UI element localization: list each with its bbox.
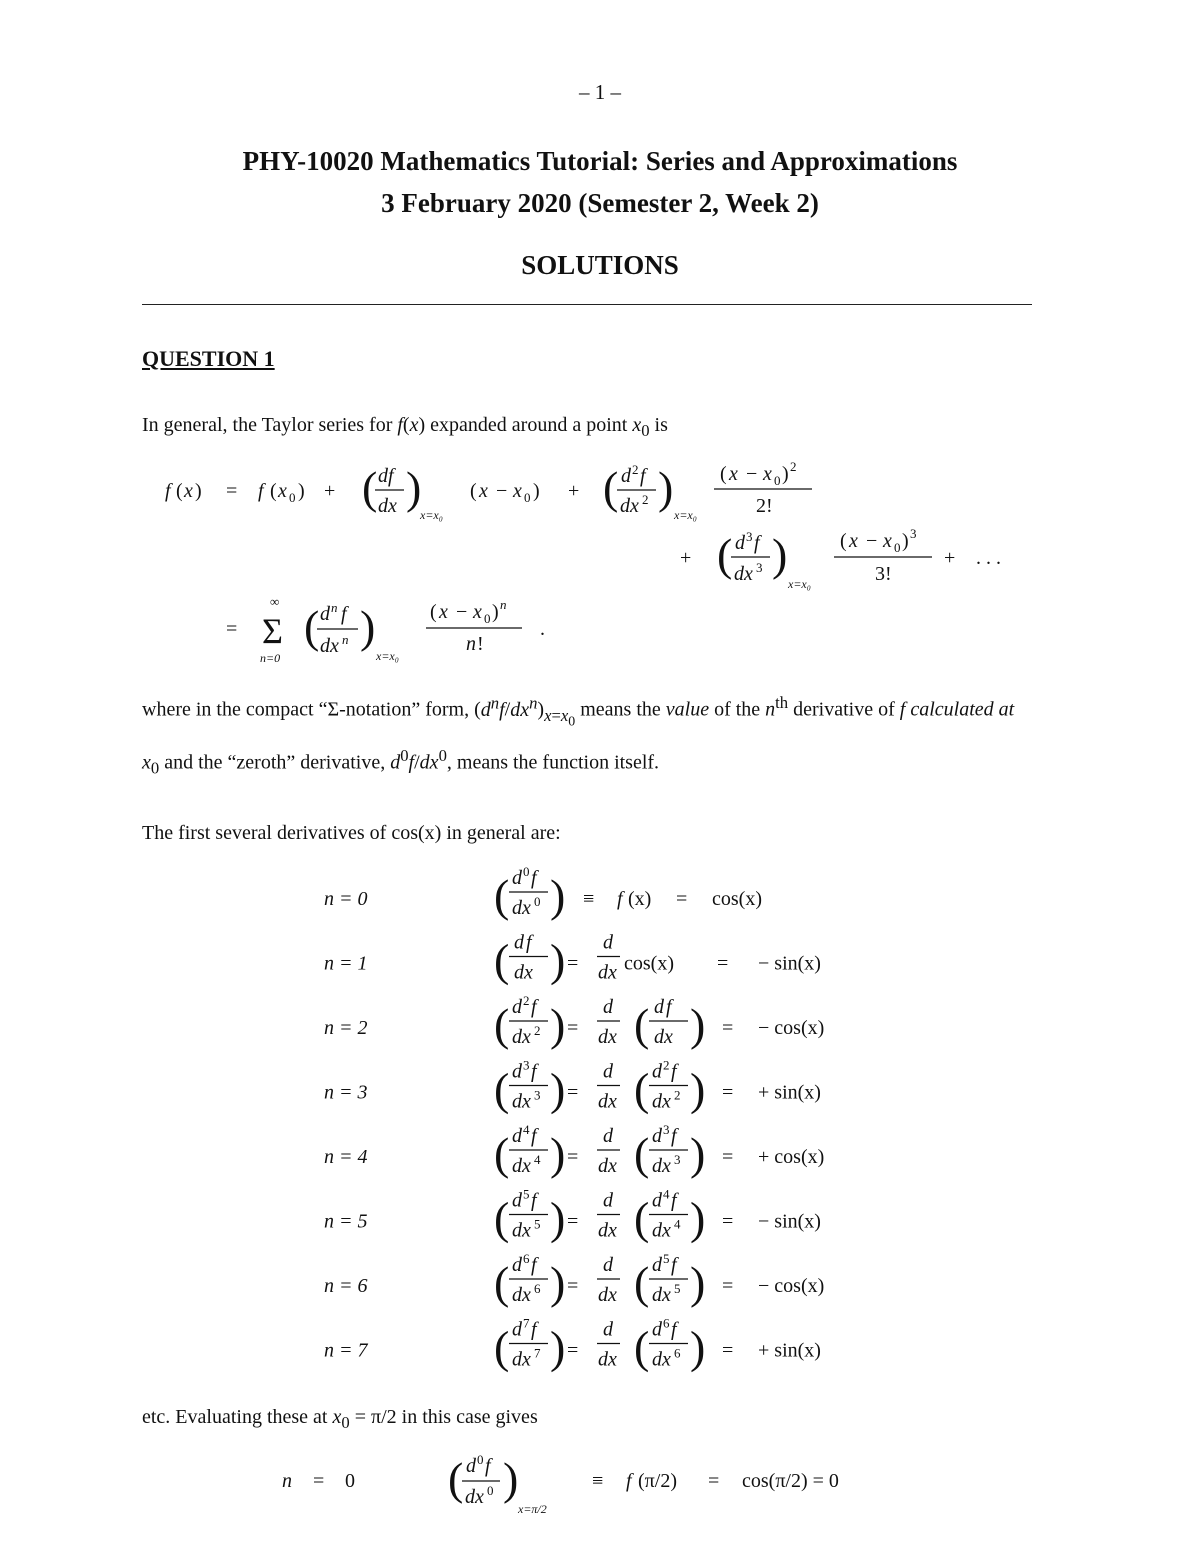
svg-text:2: 2 [632, 462, 639, 477]
svg-text:7: 7 [523, 1315, 530, 1331]
svg-text:d: d [512, 996, 522, 1018]
svg-text:f: f [666, 996, 672, 1018]
svg-text:(: ( [634, 999, 650, 1050]
svg-text:6: 6 [674, 1345, 681, 1361]
svg-text:): ) [690, 1128, 706, 1179]
derivative-row-n: n = 6 [324, 1275, 368, 1297]
svg-text:dx: dx [652, 1219, 671, 1242]
svg-text:dx: dx [512, 1348, 531, 1371]
svg-text:f: f [341, 603, 347, 625]
svg-text:f: f [531, 867, 537, 889]
svg-text:): ) [772, 529, 788, 580]
svg-text:dx: dx [514, 961, 533, 984]
svg-text:(: ( [176, 480, 183, 502]
svg-text:(: ( [603, 462, 619, 513]
svg-text:5: 5 [663, 1251, 670, 1266]
svg-text:−: − [456, 601, 468, 623]
svg-text:dx: dx [598, 1155, 617, 1177]
svg-text:): ) [492, 601, 499, 623]
svg-text:(: ( [362, 462, 378, 513]
svg-text:dx: dx [654, 1026, 673, 1048]
svg-text:dx: dx [652, 1090, 671, 1113]
svg-text:d: d [652, 1254, 662, 1276]
svg-text:): ) [550, 1321, 566, 1373]
svg-text:): ) [503, 1453, 519, 1504]
svg-text:3!: 3! [875, 563, 892, 585]
svg-text:4: 4 [534, 1152, 541, 1167]
svg-text:x: x [883, 530, 892, 552]
svg-text:d: d [652, 1125, 662, 1147]
svg-text:dx: dx [512, 1090, 531, 1113]
svg-text:d: d [512, 1189, 522, 1212]
derivative-row-result: + sin(x) [758, 1339, 821, 1362]
svg-text:n: n [342, 632, 349, 647]
svg-text:f: f [531, 1125, 537, 1147]
svg-text:x=x₀: x=x₀ [788, 577, 811, 591]
svg-text:): ) [550, 1063, 566, 1115]
svg-text:x: x [184, 480, 193, 502]
svg-text:): ) [690, 1321, 706, 1373]
svg-text:): ) [658, 462, 674, 513]
svg-text:2: 2 [674, 1087, 681, 1103]
derivative-row-result: − sin(x) [758, 1210, 821, 1233]
svg-text:.: . [540, 618, 545, 640]
svg-text:): ) [550, 1192, 566, 1244]
svg-text:f: f [617, 888, 623, 910]
derivative-row-result: − cos(x) [758, 1017, 825, 1039]
svg-text:): ) [550, 1128, 566, 1179]
svg-text:d: d [603, 1254, 613, 1276]
derivative-row-n: n = 0 [324, 888, 368, 910]
svg-text:f: f [531, 1318, 537, 1341]
svg-text:0: 0 [289, 490, 296, 505]
svg-text:dx: dx [598, 1090, 617, 1113]
svg-text:2: 2 [790, 459, 797, 474]
svg-text:n: n [331, 600, 338, 615]
svg-text:n: n [466, 633, 476, 655]
svg-text:n=0: n=0 [260, 651, 281, 665]
svg-text:): ) [550, 999, 566, 1050]
svg-text:f: f [671, 1254, 677, 1276]
svg-text:x=x₀: x=x₀ [420, 508, 443, 522]
svg-text:x=x₀: x=x₀ [376, 649, 399, 663]
svg-text:=: = [313, 1470, 325, 1492]
svg-text:!: ! [477, 633, 484, 655]
svg-text:(: ( [634, 1257, 650, 1308]
svg-text:=: = [226, 480, 238, 502]
svg-text:(: ( [494, 999, 510, 1050]
svg-text:(: ( [634, 1063, 650, 1115]
svg-text:): ) [690, 1063, 706, 1115]
svg-text:6: 6 [663, 1315, 670, 1331]
svg-text:(π/2): (π/2) [638, 1470, 677, 1492]
svg-text:dx: dx [512, 1155, 531, 1177]
svg-text:f: f [671, 1125, 677, 1147]
intro-paragraph: In general, the Taylor series for f(x) expanded around a point $x_0$ is [142, 414, 668, 440]
svg-text:3: 3 [756, 560, 763, 575]
svg-text:6: 6 [534, 1281, 541, 1296]
svg-text:(: ( [494, 934, 510, 986]
svg-text:x: x [473, 601, 482, 623]
svg-text:dx: dx [620, 495, 639, 517]
derivative-row-result: − cos(x) [758, 1275, 825, 1297]
svg-text:(: ( [494, 870, 510, 921]
svg-text:df: df [378, 465, 394, 487]
svg-text:x: x [513, 480, 522, 502]
svg-text:2!: 2! [756, 495, 773, 517]
derivative-row-result: − sin(x) [758, 952, 821, 975]
svg-text:f: f [531, 1254, 537, 1276]
svg-text:f: f [526, 931, 532, 954]
svg-text:(: ( [717, 529, 733, 580]
svg-text:=: = [567, 1210, 579, 1233]
svg-text:n: n [500, 597, 507, 612]
taylor-series-sigma [226, 594, 545, 665]
svg-text:∞: ∞ [270, 594, 280, 609]
svg-text:): ) [782, 463, 789, 485]
svg-text:n: n [282, 1470, 292, 1492]
svg-text:f: f [754, 532, 760, 554]
svg-text:(: ( [494, 1257, 510, 1308]
svg-text:(x): (x) [628, 888, 652, 910]
svg-text:d: d [652, 1318, 662, 1341]
svg-text:+: + [324, 480, 336, 502]
explanation-paragraph: where in the compact “Σ-notation” form, $(d^nf/dx^n)_{x=x_0}$ means the value of the $n^{th}$ derivative of f calculated at $x_0$ and the “zeroth” derivative, $d^0f/dx^0$, means the function itself. [142, 693, 1015, 778]
svg-text:Σ: Σ [262, 611, 283, 651]
svg-text:6: 6 [523, 1251, 530, 1266]
derivative-row-result: + sin(x) [758, 1081, 821, 1104]
svg-text:3: 3 [910, 526, 917, 541]
svg-text:=: = [676, 888, 688, 910]
svg-text:=: = [567, 1081, 579, 1104]
svg-text:d: d [603, 1318, 613, 1341]
svg-text:3: 3 [534, 1087, 541, 1103]
svg-text:d: d [603, 931, 613, 954]
svg-text:−: − [746, 463, 758, 485]
svg-text:(: ( [634, 1192, 650, 1244]
svg-text:d: d [320, 603, 330, 625]
svg-text:x: x [849, 530, 858, 552]
derivative-row-n: n = 1 [324, 952, 368, 975]
svg-text:): ) [550, 1257, 566, 1308]
question-heading: QUESTION 1 [142, 346, 275, 371]
page-subtitle-date: 3 February 2020 (Semester 2, Week 2) [381, 188, 819, 218]
svg-text:3: 3 [746, 529, 753, 544]
svg-text:(: ( [470, 480, 477, 502]
svg-text:f: f [531, 1060, 537, 1083]
svg-text:. . .: . . . [976, 547, 1001, 569]
derivative-row-n: n = 5 [324, 1210, 368, 1233]
svg-text:≡: ≡ [583, 888, 595, 910]
svg-text:d: d [512, 1254, 522, 1276]
svg-text:3: 3 [674, 1152, 681, 1167]
svg-text:=: = [226, 618, 238, 640]
svg-text:f: f [671, 1189, 677, 1212]
svg-text:3: 3 [523, 1057, 530, 1073]
svg-text:d: d [512, 1060, 522, 1083]
svg-text:dx: dx [512, 897, 531, 919]
svg-text:): ) [298, 480, 305, 502]
svg-text:2: 2 [523, 993, 530, 1008]
evaluation-result: cos(π/2) = 0 [742, 1470, 839, 1492]
svg-text:d: d [603, 1060, 613, 1083]
svg-text:=: = [567, 952, 579, 975]
svg-text:(: ( [494, 1128, 510, 1179]
derivative-row-n: n = 7 [324, 1339, 368, 1362]
svg-text:cos(x): cos(x) [624, 952, 674, 975]
svg-text:d: d [654, 996, 664, 1018]
svg-text:d: d [652, 1189, 662, 1212]
svg-text:d: d [512, 867, 522, 889]
svg-text:d: d [514, 931, 524, 954]
svg-text:4: 4 [523, 1122, 530, 1137]
svg-text:0: 0 [523, 864, 530, 879]
taylor-series-line2 [680, 526, 1001, 591]
svg-text:0: 0 [345, 1470, 355, 1492]
svg-text:0: 0 [487, 1483, 494, 1498]
svg-text:x: x [439, 601, 448, 623]
svg-text:5: 5 [674, 1281, 681, 1296]
svg-text:f: f [671, 1060, 677, 1083]
svg-text:f: f [640, 465, 646, 487]
svg-text:dx: dx [652, 1284, 671, 1306]
svg-text:7: 7 [534, 1345, 541, 1361]
svg-text:dx: dx [512, 1284, 531, 1306]
svg-text:): ) [360, 601, 376, 652]
svg-text:dx: dx [598, 1219, 617, 1242]
derivatives-intro: The first several derivatives of cos(x) in general are: [142, 822, 561, 844]
svg-text:(: ( [634, 1128, 650, 1179]
svg-text:=: = [722, 1017, 734, 1039]
svg-text:d: d [512, 1318, 522, 1341]
svg-text:(: ( [270, 480, 277, 502]
svg-text:=: = [722, 1339, 734, 1362]
svg-text:x: x [479, 480, 488, 502]
svg-text:d: d [603, 1125, 613, 1147]
svg-text:(: ( [840, 530, 847, 552]
svg-text:=: = [708, 1470, 720, 1492]
svg-text:f: f [671, 1318, 677, 1341]
svg-text:=: = [567, 1017, 579, 1039]
svg-text:=: = [567, 1339, 579, 1362]
svg-text:d: d [466, 1455, 476, 1477]
svg-text:0: 0 [894, 540, 901, 555]
svg-text:(: ( [494, 1063, 510, 1115]
svg-text:(: ( [448, 1453, 464, 1504]
derivative-row-n: n = 2 [324, 1017, 368, 1039]
svg-text:x=x₀: x=x₀ [674, 508, 697, 522]
solutions-heading: SOLUTIONS [521, 250, 679, 280]
svg-text:=: = [722, 1146, 734, 1168]
svg-text:2: 2 [663, 1057, 670, 1073]
svg-text:d: d [621, 465, 631, 487]
svg-text:0: 0 [534, 894, 541, 909]
svg-text:−: − [866, 530, 878, 552]
derivative-row-result: cos(x) [712, 888, 762, 910]
svg-text:+: + [944, 547, 956, 569]
svg-text:(: ( [720, 463, 727, 485]
evaluation-row [282, 1452, 839, 1516]
svg-text:f: f [485, 1455, 491, 1477]
svg-text:f: f [531, 1189, 537, 1212]
svg-text:+: + [680, 547, 692, 569]
evaluating-paragraph: etc. Evaluating these at $x_0 = \pi/2$ in this case gives [142, 1406, 538, 1432]
svg-text:2: 2 [534, 1023, 541, 1038]
svg-text:f: f [258, 480, 264, 502]
svg-text:dx: dx [652, 1155, 671, 1177]
svg-text:dx: dx [378, 495, 397, 517]
svg-text:d: d [512, 1125, 522, 1147]
svg-text:dx: dx [512, 1219, 531, 1242]
svg-text:dx: dx [598, 1348, 617, 1371]
svg-text:(: ( [494, 1192, 510, 1244]
svg-text:x: x [278, 480, 287, 502]
svg-text:x: x [763, 463, 772, 485]
svg-text:0: 0 [477, 1452, 484, 1467]
svg-text:dx: dx [652, 1348, 671, 1371]
svg-text:d: d [735, 532, 745, 554]
svg-text:≡: ≡ [592, 1470, 604, 1492]
svg-text:): ) [406, 462, 422, 513]
svg-text:x=π/2: x=π/2 [518, 1502, 547, 1516]
svg-text:5: 5 [523, 1186, 530, 1202]
svg-text:f: f [531, 996, 537, 1018]
svg-text:f: f [626, 1470, 632, 1492]
svg-text:): ) [690, 999, 706, 1050]
svg-text:4: 4 [663, 1186, 670, 1202]
svg-text:d: d [603, 1189, 613, 1212]
svg-text:dx: dx [512, 1026, 531, 1048]
derivative-row-result: + cos(x) [758, 1146, 825, 1168]
svg-text:): ) [690, 1192, 706, 1244]
svg-text:−: − [496, 480, 508, 502]
svg-text:dx: dx [734, 563, 753, 585]
svg-text:=: = [722, 1210, 734, 1233]
derivative-row-n: n = 3 [324, 1081, 368, 1104]
svg-text:=: = [567, 1146, 579, 1168]
svg-text:(: ( [634, 1321, 650, 1373]
svg-text:=: = [717, 952, 729, 975]
svg-text:2: 2 [642, 492, 649, 507]
svg-text:=: = [722, 1275, 734, 1297]
svg-text:): ) [195, 480, 202, 502]
svg-text:f: f [165, 480, 171, 502]
svg-text:d: d [603, 996, 613, 1018]
svg-text:+: + [568, 480, 580, 502]
svg-text:0: 0 [774, 473, 781, 488]
svg-text:4: 4 [674, 1216, 681, 1232]
page-title: PHY-10020 Mathematics Tutorial: Series and Approximations [242, 146, 958, 176]
page-number: – 1 – [579, 80, 621, 104]
svg-text:3: 3 [663, 1122, 670, 1137]
svg-text:dx: dx [320, 635, 339, 657]
svg-text:(: ( [494, 1321, 510, 1373]
svg-text:): ) [550, 870, 566, 921]
svg-text:dx: dx [598, 1284, 617, 1306]
svg-text:5: 5 [534, 1216, 541, 1232]
svg-text:): ) [902, 530, 909, 552]
derivative-table [324, 864, 824, 1373]
taylor-series-line1 [165, 459, 812, 522]
svg-text:): ) [690, 1257, 706, 1308]
svg-text:dx: dx [598, 1026, 617, 1048]
svg-text:x: x [729, 463, 738, 485]
svg-text:): ) [550, 934, 566, 986]
svg-text:0: 0 [524, 490, 531, 505]
svg-text:dx: dx [465, 1486, 484, 1508]
svg-text:d: d [652, 1060, 662, 1083]
svg-text:(: ( [304, 601, 320, 652]
svg-text:=: = [722, 1081, 734, 1104]
svg-text:dx: dx [598, 961, 617, 984]
derivative-row-n: n = 4 [324, 1146, 368, 1168]
svg-text:=: = [567, 1275, 579, 1297]
svg-text:): ) [533, 480, 540, 502]
svg-text:0: 0 [484, 611, 491, 626]
svg-text:(: ( [430, 601, 437, 623]
